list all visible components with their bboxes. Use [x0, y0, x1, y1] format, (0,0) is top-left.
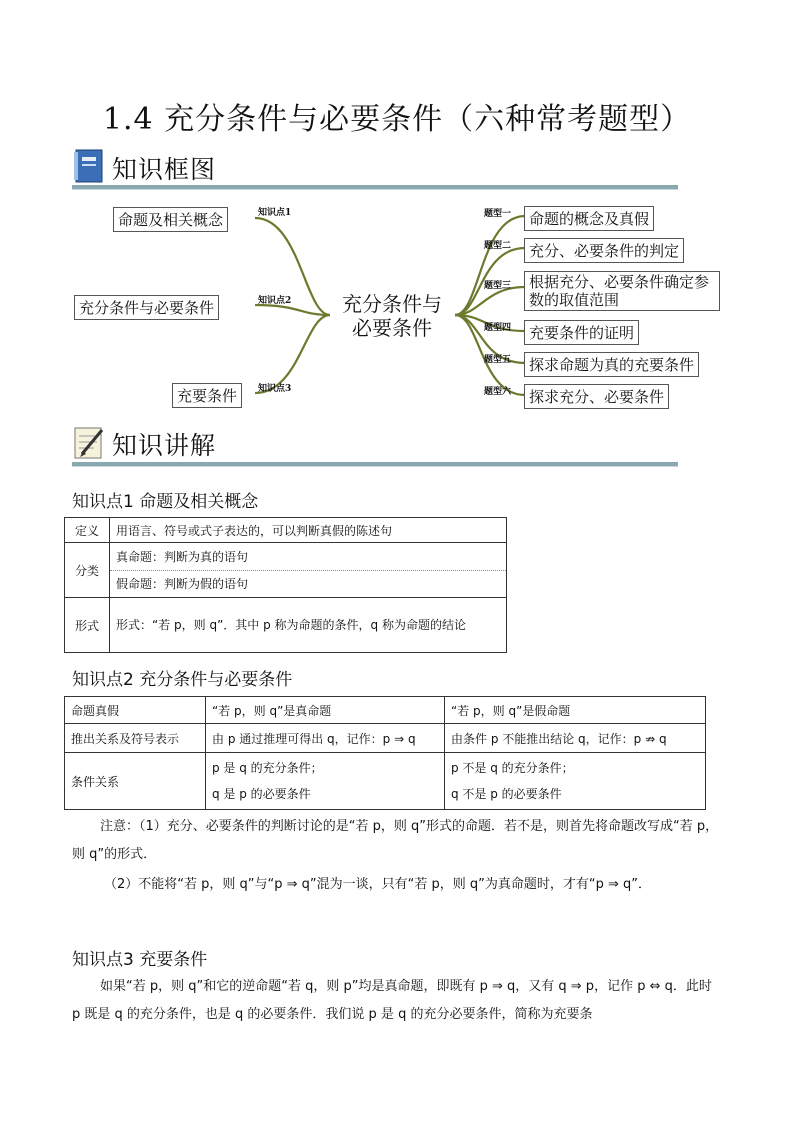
- form-label: 形式: [65, 598, 110, 653]
- table-row: [65, 753, 706, 810]
- kp1-tag: 知识点1: [258, 208, 292, 218]
- table-row: [65, 697, 706, 724]
- kp2-table: [64, 696, 706, 810]
- def-label: 定义: [65, 518, 110, 543]
- kp1-table: [64, 517, 507, 653]
- def-text: 用语言、符号或式子表达的，可以判断真假的陈述句: [110, 518, 507, 543]
- table-cell: “若 p，则 q”是真命题: [206, 697, 445, 724]
- table-row: [65, 598, 507, 653]
- cell-line: p 是 q 的充分条件；: [212, 761, 323, 775]
- class-cell: [110, 543, 507, 598]
- table-row: [65, 543, 507, 598]
- section-divider: [72, 185, 678, 190]
- notepad-pen-icon: [72, 424, 106, 460]
- class-label: 分类: [65, 543, 110, 598]
- type4-tag: 题型四: [484, 323, 512, 333]
- section-header-framework: [72, 148, 372, 188]
- kp2-heading: 知识点2 充分条件与必要条件: [72, 670, 293, 690]
- table-cell: [445, 753, 706, 810]
- table-cell: 由 p 通过推理可得出 q，记作：p ⇒ q: [206, 724, 445, 753]
- table-row: [65, 724, 706, 753]
- type1-node: 命题的概念及真假: [524, 206, 654, 231]
- table-cell: 推出关系及符号表示: [65, 724, 206, 753]
- section-header-explanation: [72, 424, 372, 464]
- table-cell: [206, 753, 445, 810]
- section-title: 知识框图: [112, 155, 217, 184]
- class-true: 真命题：判断为真的语句: [116, 549, 249, 564]
- kp3-heading: 知识点3 充要条件: [72, 950, 208, 970]
- kp3-node: 充要条件: [172, 383, 242, 408]
- table-cell: 由条件 p 不能推出结论 q，记作：p ⇏ q: [445, 724, 706, 753]
- type3-node: 根据充分、必要条件确定参数的取值范围: [524, 271, 720, 311]
- note-2: （2）不能将“若 p，则 q”与“p ⇒ q”混为一谈，只有“若 p，则 q”为真命题时，才有“p ⇒ q”．: [104, 877, 652, 892]
- type6-tag: 题型六: [484, 387, 512, 397]
- cell-line: p 不是 q 的充分条件；: [451, 761, 574, 775]
- table-cell: 条件关系: [65, 753, 206, 810]
- type3-tag: 题型三: [484, 281, 512, 291]
- kp1-heading: 知识点1 命题及相关概念: [72, 492, 259, 512]
- center-line-2: 必要条件: [352, 316, 432, 340]
- cell-line: q 不是 p 的必要条件: [451, 787, 562, 801]
- cell-line: q 是 p 的必要条件: [212, 787, 311, 801]
- type1-tag: 题型一: [484, 209, 512, 219]
- kp3-text: 如果“若 p，则 q”和它的逆命题“若 q，则 p”均是真命题，即既有 p ⇒ q，又有 q ⇒ p，记作 p ⇔ q．此时 p 既是 q 的充分条件，也是 q 的必要条件．我们说 p 是 q 的充分必要条件，简称为充要条: [72, 979, 712, 1022]
- kp2-tag: 知识点2: [258, 296, 292, 306]
- type4-node: 充要条件的证明: [524, 320, 639, 345]
- table-cell: “若 p，则 q”是假命题: [445, 697, 706, 724]
- notebook-icon: [72, 148, 106, 184]
- section-divider: [72, 462, 678, 467]
- kp2-node: 充分条件与必要条件: [74, 295, 219, 320]
- kp1-node: 命题及相关概念: [113, 207, 228, 232]
- page-title: 1.4 充分条件与必要条件（六种常考题型）: [102, 102, 692, 137]
- mindmap-center: [327, 292, 457, 340]
- type5-tag: 题型五: [484, 355, 512, 365]
- table-row: [65, 518, 507, 543]
- form-text: 形式：“若 p，则 q”．其中 p 称为命题的条件，q 称为命题的结论: [110, 598, 507, 653]
- center-line-1: 充分条件与: [342, 292, 442, 316]
- kp3-tag: 知识点3: [258, 384, 292, 394]
- type2-tag: 题型二: [484, 241, 512, 251]
- type5-node: 探求命题为真的充要条件: [524, 352, 699, 377]
- note-1: 注意：（1）充分、必要条件的判断讨论的是“若 p，则 q”形式的命题．若不是，则首先将命题改写成“若 p，则 q”的形式．: [72, 819, 719, 862]
- table-cell: 命题真假: [65, 697, 206, 724]
- type6-node: 探求充分、必要条件: [524, 384, 669, 409]
- class-false: 假命题：判断为假的语句: [110, 570, 506, 597]
- section-title: 知识讲解: [112, 431, 217, 460]
- type2-node: 充分、必要条件的判定: [524, 238, 684, 263]
